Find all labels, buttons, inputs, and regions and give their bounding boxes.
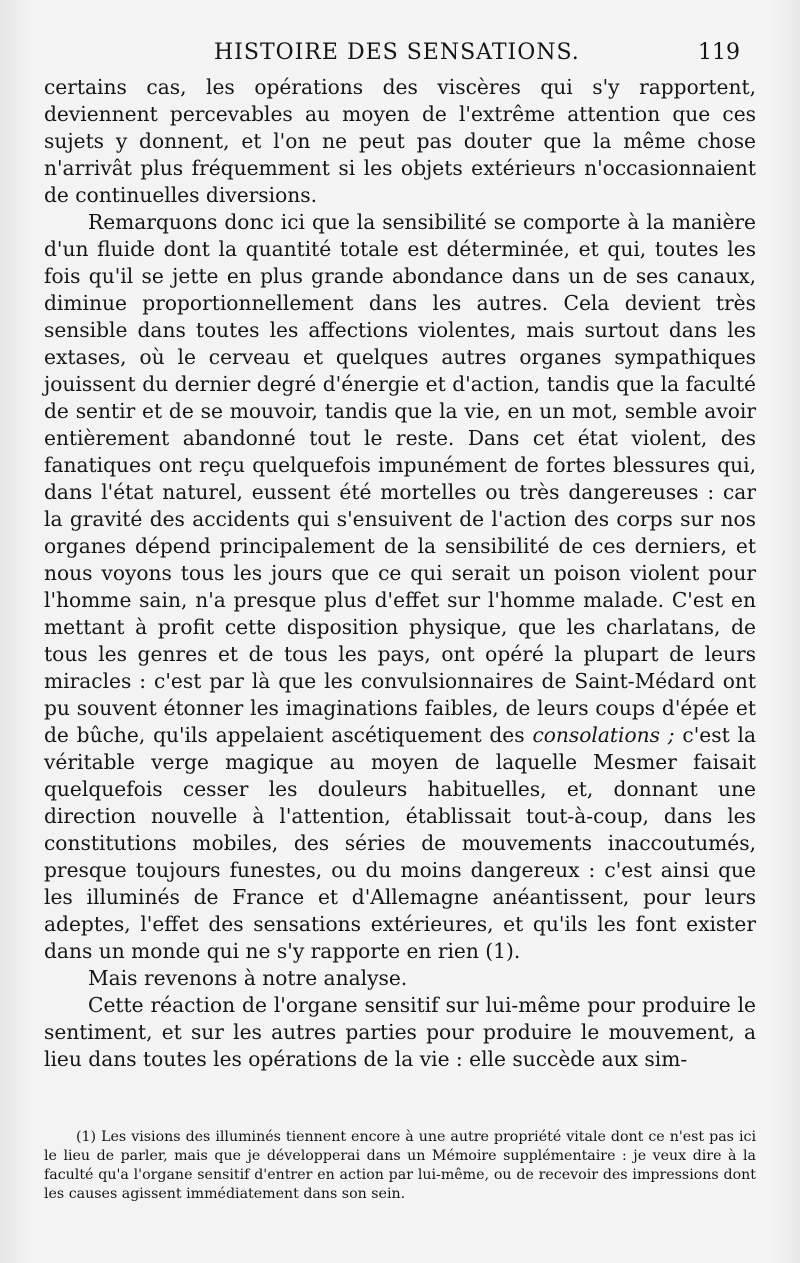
emphasis-consolations: consolations ; (532, 723, 675, 747)
running-head (44, 40, 756, 72)
page-number: 119 (698, 40, 740, 65)
paragraph-continued: certains cas, les opérations des viscères qui s'y rapportent, deviennent percevables au moyen de l'extrême attention que ces sujets y donnent, et l'on ne peut pas douter que la même chose n'arrivât plus fréquemment si les objets extérieurs n'occasionnaient de continuelles diversions. (44, 75, 756, 207)
footnotes (44, 1128, 756, 1204)
paragraph-sensibility (44, 209, 756, 965)
paragraph-reaction: Cette réaction de l'organe sensitif sur lui-même pour produire le sentiment, et sur les autres parties pour produire le mouvement, a lieu dans toutes les opérations de la vie : elle succède aux sim- (44, 993, 756, 1071)
paragraph-return-analysis: Mais revenons à notre analyse. (88, 966, 408, 990)
body-text (44, 74, 756, 1073)
footnote-1: (1) Les visions des illuminés tiennent encore à une autre propriété vitale dont ce n'est pas ici le lieu de parler, mais que je développerai dans un Mémoire supplémentaire : je veux dire à la faculté qu'a l'organe sensitif d'entrer en action par lui-même, ou de recevoir des impressions dont les causes agissent immédiatement dans son sein. (44, 1129, 756, 1202)
running-title: HISTOIRE DES SENSATIONS. (214, 40, 580, 65)
paragraph-text-after: c'est la véritable verge magique au moyen de laquelle Mesmer faisait quelquefois cesser les douleurs habituelles, et, donnant une direction nouvelle à l'attention, établissait tout-à-coup, dans les constitutions mobiles, des séries de mouvements inaccoutumés, presque toujours funestes, ou du moins dangereux : c'est ainsi que les illuminés de France et d'Allemagne anéantissent, pour leurs adeptes, l'effet des sensations extérieures, et qu'ils les font exister dans un monde qui ne s'y rapporte en rien (1). (44, 723, 756, 963)
paragraph-text-before: Remarquons donc ici que la sensibilité se comporte à la manière d'un fluide dont la quantité totale est déterminée, et qui, toutes les fois qu'il se jette en plus grande abondance dans un de ses canaux, diminue proportionnellement dans les autres. Cela devient très sensible dans toutes les affections violentes, mais surtout dans les extases, où le cerveau et quelques autres organes sympathiques jouissent du dernier degré d'énergie et d'action, tandis que la faculté de sentir et de se mouvoir, tandis que la vie, en un mot, semble avoir entièrement abandonné tout le reste. Dans cet état violent, des fanatiques ont reçu quelquefois impunément de fortes blessures qui, dans l'état naturel, eussent été mortelles ou très dangereuses : car la gravité des accidents qui s'ensuivent de l'action des corps sur nos organes dépend principalement de la sensibilité de ces derniers, et nous voyons tous les jours que ce qui serait un poison violent pour l'homme sain, n'a presque plus d'effet sur l'homme malade. C'est en mettant à profit cette disposition physique, que les charlatans, de tous les genres et de tous les pays, ont opéré la plupart de leurs miracles : c'est par là que les convulsionnaires de Saint-Médard ont pu souvent étonner les imaginations faibles, de leurs coups d'épée et de bûche, qu'ils appelaient ascétiquement des (44, 210, 756, 747)
